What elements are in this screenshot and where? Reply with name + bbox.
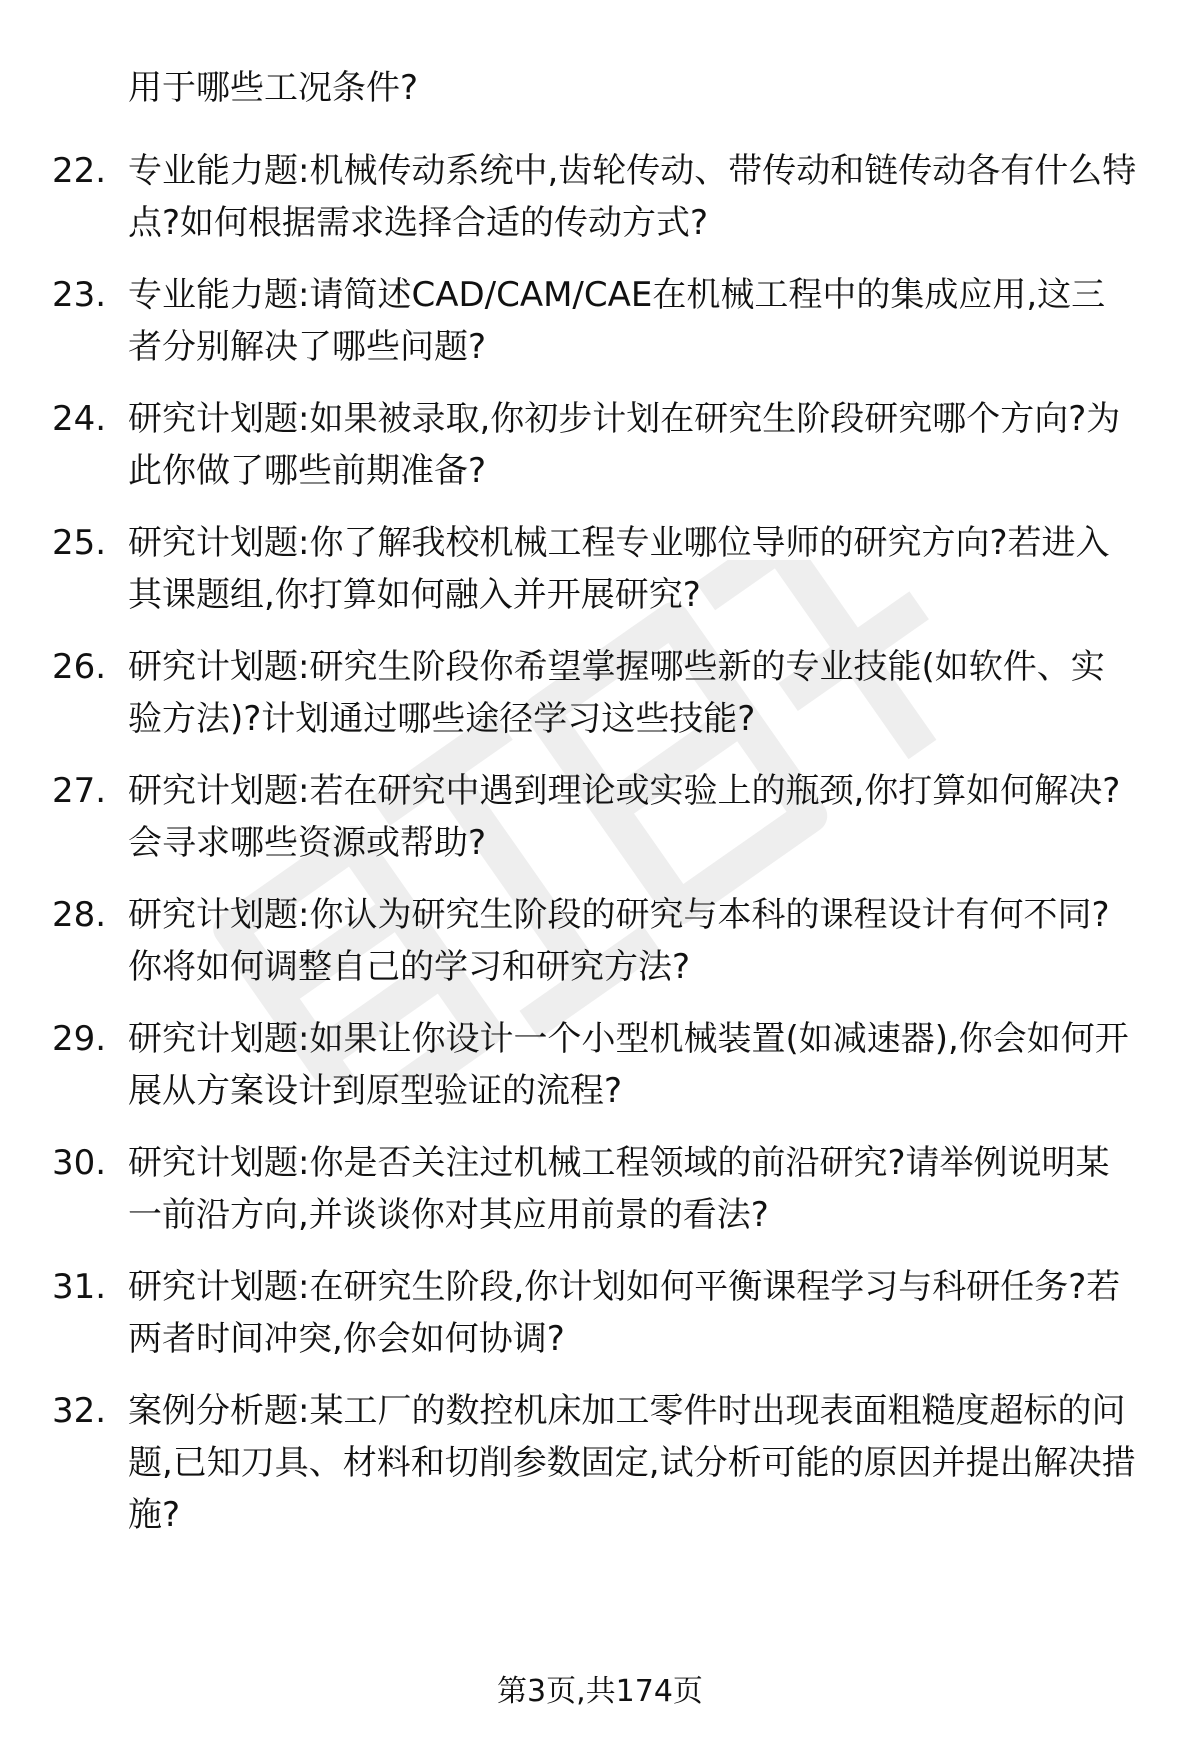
question-number: 28.: [52, 895, 107, 935]
question-text: 研究计划题:如果被录取,你初步计划在研究生阶段研究哪个方向?为此你做了哪些前期准备?: [128, 399, 1121, 491]
question-list: [0, 120, 1200, 1535]
question-text: 研究计划题:若在研究中遇到理论或实验上的瓶颈,你打算如何解决?会寻求哪些资源或帮助?: [128, 771, 1121, 863]
question-text: 研究计划题:你是否关注过机械工程领域的前沿研究?请举例说明某一前沿方向,并谈谈你对其应用前景的看法?: [128, 1143, 1110, 1235]
question-item: [0, 244, 1200, 368]
question-number: 23.: [52, 275, 107, 315]
continuation-text: 用于哪些工况条件?: [128, 68, 419, 108]
page-footer: 第3页,共174页: [497, 1674, 703, 1709]
question-item: [0, 740, 1200, 864]
question-text: 研究计划题:在研究生阶段,你计划如何平衡课程学习与科研任务?若两者时间冲突,你会如何协调?: [128, 1267, 1121, 1359]
question-item: [0, 1112, 1200, 1236]
question-item: [0, 120, 1200, 244]
question-item: [0, 988, 1200, 1112]
question-item: [0, 864, 1200, 988]
question-text: 专业能力题:机械传动系统中,齿轮传动、带传动和链传动各有什么特点?如何根据需求选择合适的传动方式?: [128, 151, 1137, 243]
question-number: 31.: [52, 1267, 107, 1307]
question-number: 25.: [52, 523, 107, 563]
question-number: 24.: [52, 399, 107, 439]
question-item: [0, 1360, 1200, 1535]
question-text: 专业能力题:请简述CAD/CAM/CAE在机械工程中的集成应用,这三者分别解决了哪些问题?: [128, 275, 1106, 367]
question-number: 22.: [52, 151, 107, 191]
question-item: [0, 368, 1200, 492]
question-item: [0, 1236, 1200, 1360]
question-number: 27.: [52, 771, 107, 811]
question-item: [0, 492, 1200, 616]
question-number: 30.: [52, 1143, 107, 1183]
question-number: 32.: [52, 1391, 107, 1431]
question-text: 研究计划题:如果让你设计一个小型机械装置(如减速器),你会如何开展从方案设计到原型验证的流程?: [128, 1019, 1129, 1111]
question-text: 案例分析题:某工厂的数控机床加工零件时出现表面粗糙度超标的问题,已知刀具、材料和切削参数固定,试分析可能的原因并提出解决措施?: [128, 1391, 1136, 1535]
question-item: [0, 616, 1200, 740]
question-number: 29.: [52, 1019, 107, 1059]
question-text: 研究计划题:研究生阶段你希望掌握哪些新的专业技能(如软件、实验方法)?计划通过哪些途径学习这些技能?: [128, 647, 1105, 739]
question-number: 26.: [52, 647, 107, 687]
question-text: 研究计划题:你认为研究生阶段的研究与本科的课程设计有何不同?你将如何调整自己的学习和研究方法?: [128, 895, 1110, 987]
question-text: 研究计划题:你了解我校机械工程专业哪位导师的研究方向?若进入其课题组,你打算如何融入并开展研究?: [128, 523, 1110, 615]
